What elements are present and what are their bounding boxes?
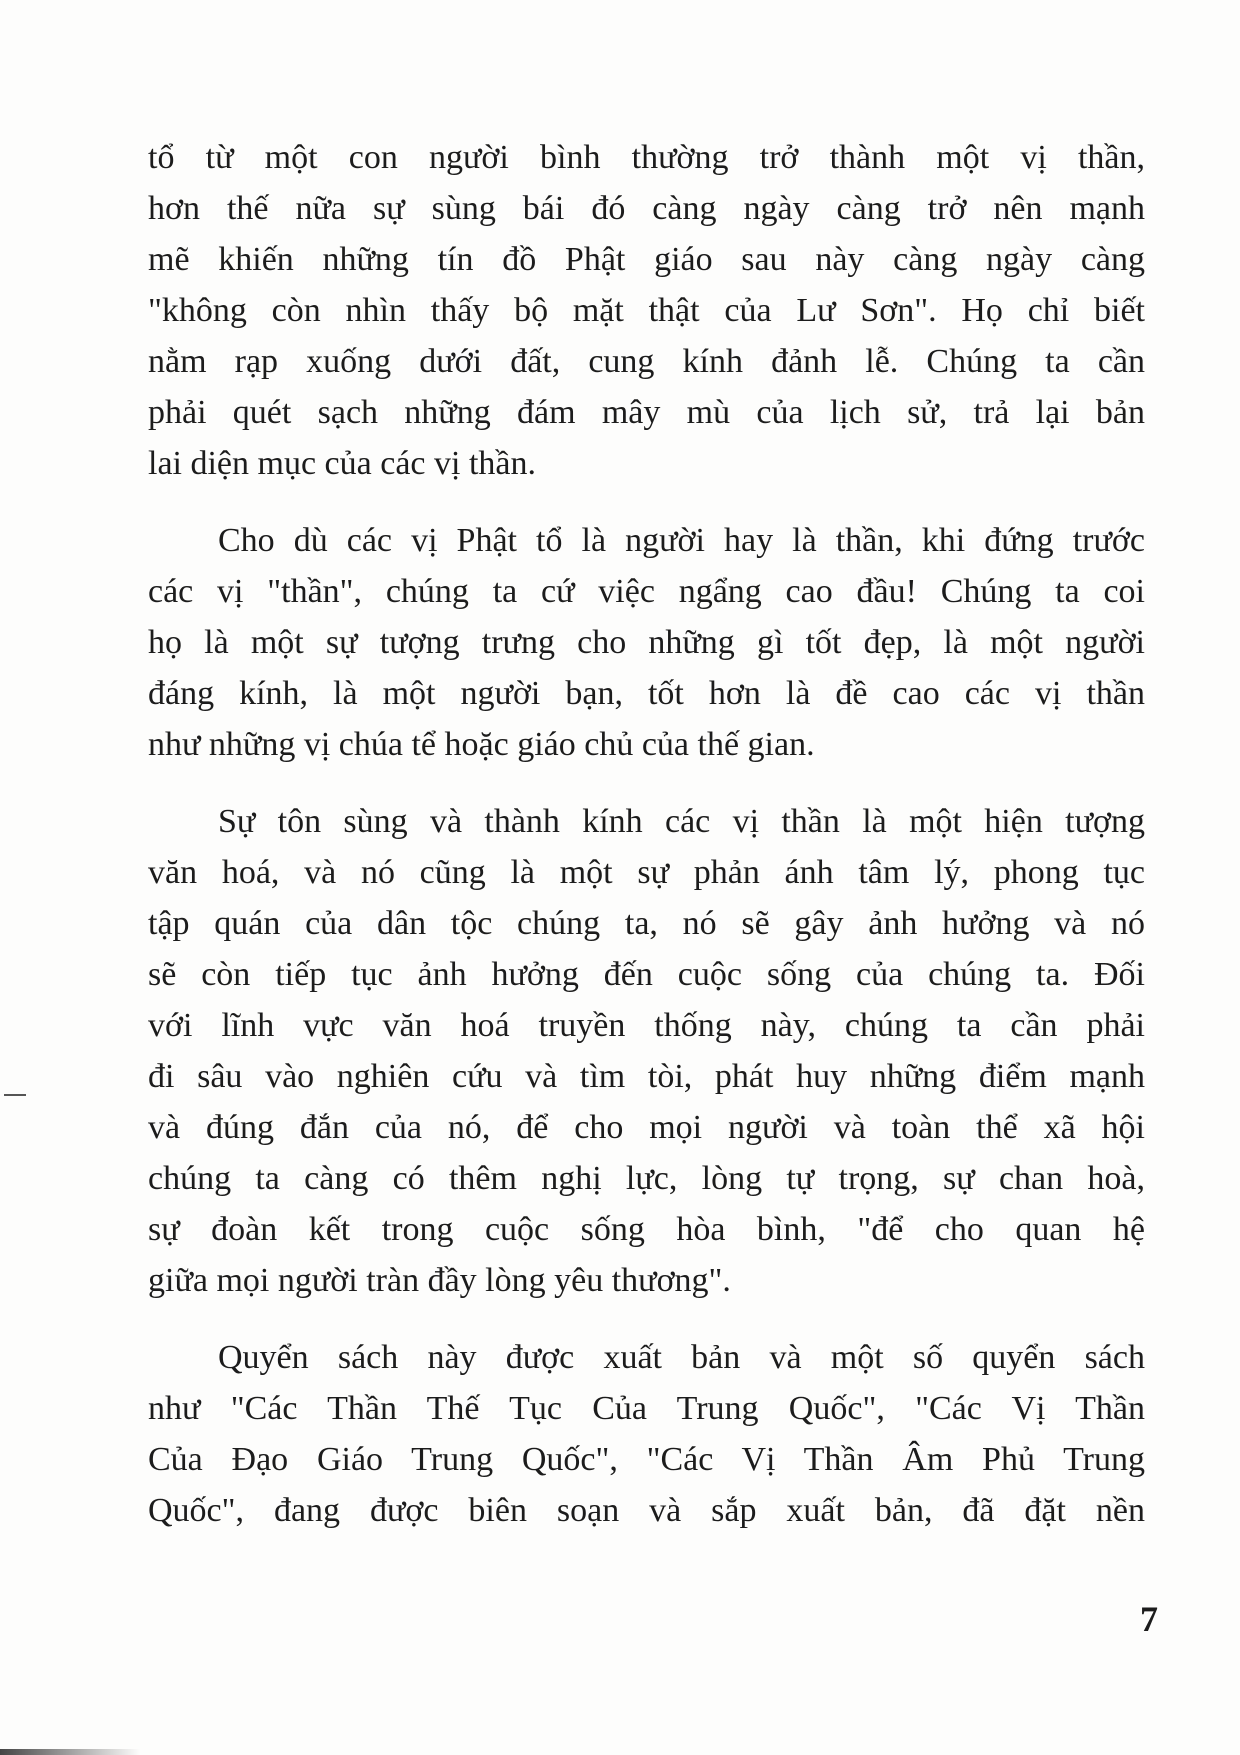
text-line: hơn thế nữa sự sùng bái đó càng ngày càng trở nên mạnh bbox=[148, 190, 1145, 227]
text-line: Quyển sách này được xuất bản và một số quyển sách bbox=[218, 1339, 1145, 1376]
scan-edge-shadow bbox=[0, 1749, 140, 1755]
text-line: Cho dù các vị Phật tổ là người hay là thần, khi đứng trước bbox=[218, 522, 1145, 559]
text-line: như "Các Thần Thế Tục Của Trung Quốc", "Các Vị Thần bbox=[148, 1390, 1145, 1427]
paragraph bbox=[148, 132, 1145, 489]
text-line: phải quét sạch những đám mây mù của lịch sử, trả lại bản bbox=[148, 394, 1145, 431]
text-line: giữa mọi người tràn đầy lòng yêu thương". bbox=[148, 1262, 731, 1299]
margin-mark bbox=[4, 1094, 26, 1096]
text-line: Của Đạo Giáo Trung Quốc", "Các Vị Thần Âm Phủ Trung bbox=[148, 1441, 1145, 1478]
text-line: lai diện mục của các vị thần. bbox=[148, 445, 536, 482]
text-line: tổ từ một con người bình thường trở thành một vị thần, bbox=[148, 139, 1145, 176]
text-line: và đúng đắn của nó, để cho mọi người và toàn thể xã hội bbox=[148, 1109, 1145, 1146]
text-line: các vị "thần", chúng ta cứ việc ngẩng cao đầu! Chúng ta coi bbox=[148, 573, 1145, 610]
paragraph bbox=[148, 515, 1145, 770]
text-line: tập quán của dân tộc chúng ta, nó sẽ gây ảnh hưởng và nó bbox=[148, 905, 1145, 942]
text-line: họ là một sự tượng trưng cho những gì tốt đẹp, là một người bbox=[148, 624, 1145, 661]
text-line: văn hoá, và nó cũng là một sự phản ánh tâm lý, phong tục bbox=[148, 854, 1145, 891]
text-line: sẽ còn tiếp tục ảnh hưởng đến cuộc sống của chúng ta. Đối bbox=[148, 956, 1145, 993]
text-line: "không còn nhìn thấy bộ mặt thật của Lư Sơn". Họ chỉ biết bbox=[148, 292, 1145, 329]
page-number: 7 bbox=[1140, 1599, 1158, 1639]
text-line: đáng kính, là một người bạn, tốt hơn là đề cao các vị thần bbox=[148, 675, 1145, 712]
paragraph bbox=[148, 796, 1145, 1306]
text-line: Quốc", đang được biên soạn và sắp xuất bản, đã đặt nền bbox=[148, 1492, 1145, 1529]
body-text bbox=[148, 132, 1145, 1562]
text-line: chúng ta càng có thêm nghị lực, lòng tự trọng, sự chan hoà, bbox=[148, 1160, 1145, 1197]
text-line: nằm rạp xuống dưới đất, cung kính đảnh lễ. Chúng ta cần bbox=[148, 343, 1145, 380]
text-line: Sự tôn sùng và thành kính các vị thần là một hiện tượng bbox=[218, 803, 1145, 840]
text-line: như những vị chúa tể hoặc giáo chủ của thế gian. bbox=[148, 726, 815, 763]
text-line: với lĩnh vực văn hoá truyền thống này, chúng ta cần phải bbox=[148, 1007, 1145, 1044]
text-line: sự đoàn kết trong cuộc sống hòa bình, "để cho quan hệ bbox=[148, 1211, 1145, 1248]
text-line: đi sâu vào nghiên cứu và tìm tòi, phát huy những điểm mạnh bbox=[148, 1058, 1145, 1095]
paragraph bbox=[148, 1332, 1145, 1536]
text-line: mẽ khiến những tín đồ Phật giáo sau này càng ngày càng bbox=[148, 241, 1145, 278]
